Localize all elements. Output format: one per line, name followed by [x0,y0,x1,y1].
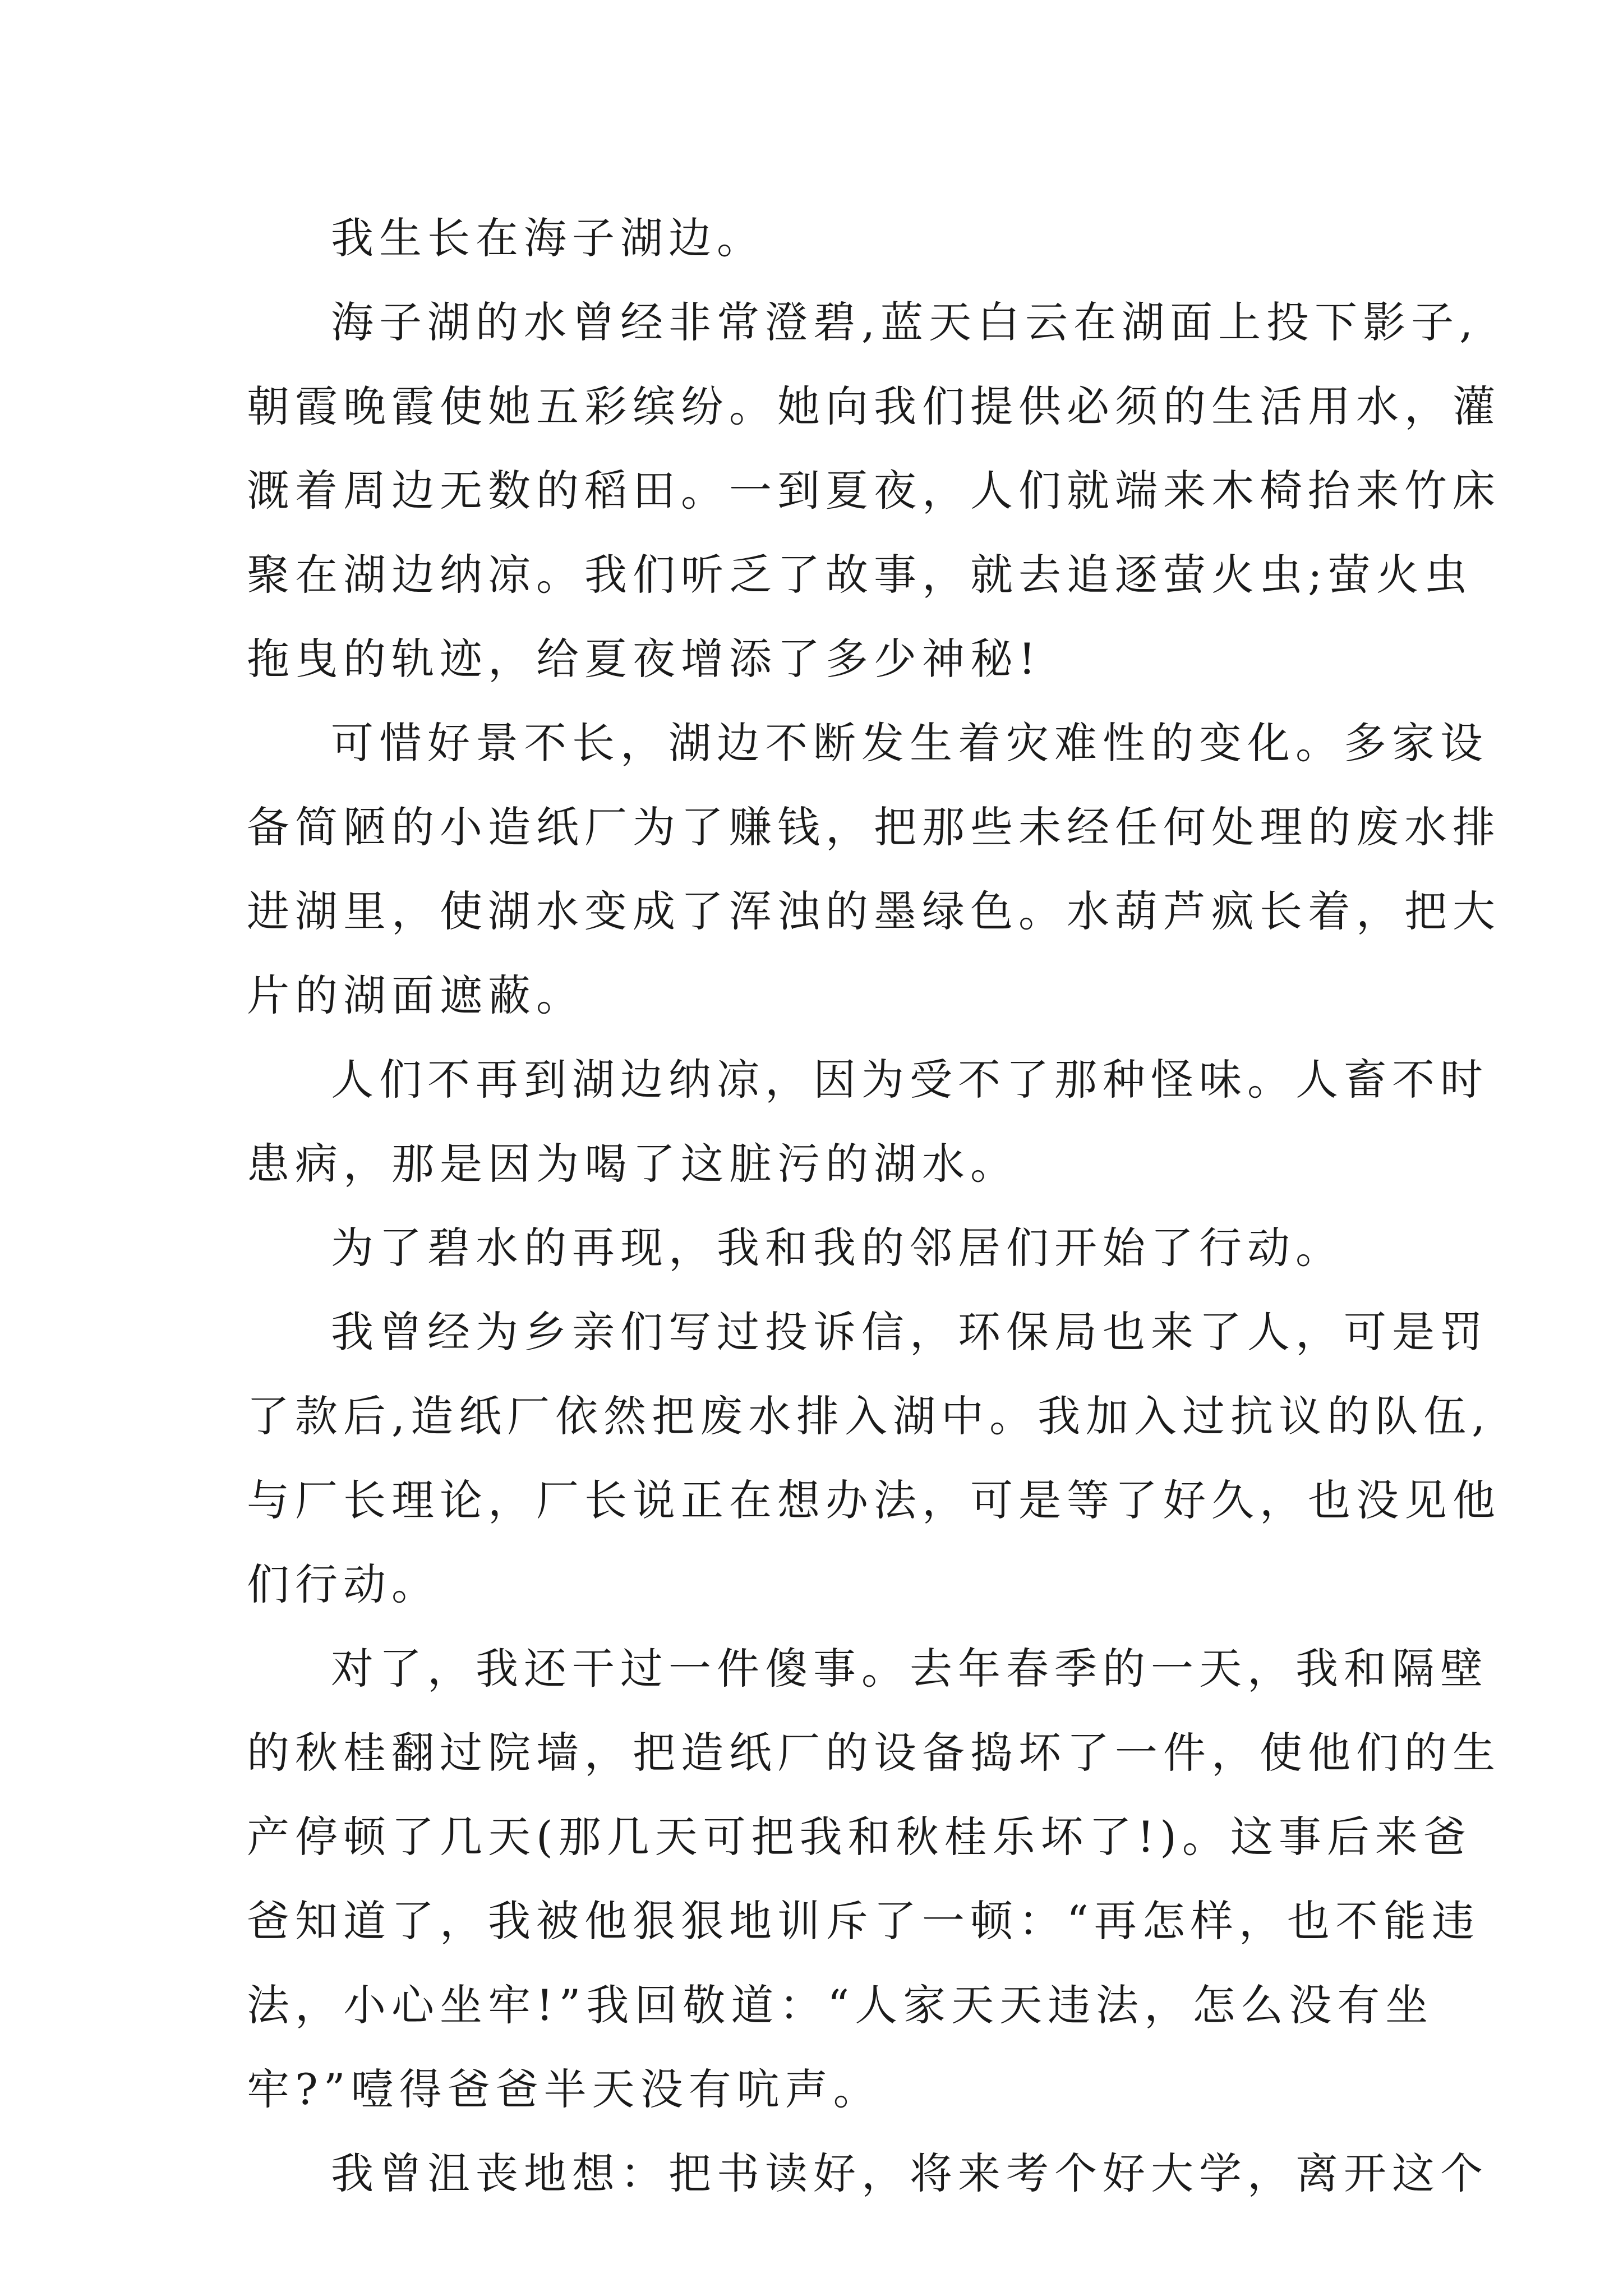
text-line: 法，小心坐牢!”我回敬道：“人家天天违法，怎么没有坐 [247,1980,1434,2030]
text-line: 的秋桂翻过院墙，把造纸厂的设备捣坏了一件，使他们的生 [247,1728,1501,1778]
text-line: 人们不再到湖边纳凉，因为受不了那种怪味。人畜不时 [331,1055,1488,1105]
text-line: 爸知道了，我被他狠狠地训斥了一顿：“再怎样，也不能违 [247,1896,1480,1946]
text-line: 片的湖面遮蔽。 [247,970,584,1020]
text-line: 牢?”噎得爸爸半天没有吭声。 [247,2064,882,2114]
text-line: 与厂长理论，厂长说正在想办法，可是等了好久，也没见他 [247,1475,1501,1525]
text-line: 溉着周边无数的稻田。一到夏夜，人们就端来木椅抬来竹床 [247,466,1501,516]
text-line: 拖曳的轨迹，给夏夜增添了多少神秘! [247,634,1041,684]
text-line: 患病，那是因为喝了这脏污的湖水。 [247,1139,1018,1189]
text-line: 为了碧水的再现，我和我的邻居们开始了行动。 [331,1223,1344,1273]
text-line: 了款后,造纸厂依然把废水排入湖中。我加入过抗议的队伍, [247,1391,1491,1441]
text-line: 进湖里，使湖水变成了浑浊的墨绿色。水葫芦疯长着，把大 [247,886,1501,936]
text-line: 我生长在海子湖边。 [331,213,765,263]
text-line: 我曾沮丧地想：把书读好，将来考个好大学，离开这个 [331,2148,1488,2198]
text-line: 朝霞晚霞使她五彩缤纷。她向我们提供必须的生活用水，灌 [247,381,1501,431]
text-line: 备简陋的小造纸厂为了赚钱，把那些未经任何处理的废水排 [247,802,1501,852]
text-line: 可惜好景不长，湖边不断发生着灾难性的变化。多家设 [331,718,1488,768]
text-line: 海子湖的水曾经非常澄碧,蓝天白云在湖面上投下影子, [331,297,1479,347]
text-line: 产停顿了几天(那几天可把我和秋桂乐坏了!)。这事后来爸 [247,1812,1472,1862]
text-line: 对了，我还干过一件傻事。去年春季的一天，我和隔壁 [331,1644,1488,1694]
text-line: 聚在湖边纳凉。我们听乏了故事，就去追逐萤火虫;萤火虫 [247,550,1473,600]
essay-body [247,196,1501,2216]
text-line: 我曾经为乡亲们写过投诉信，环保局也来了人，可是罚 [331,1307,1488,1357]
text-line: 们行动。 [247,1559,440,1609]
